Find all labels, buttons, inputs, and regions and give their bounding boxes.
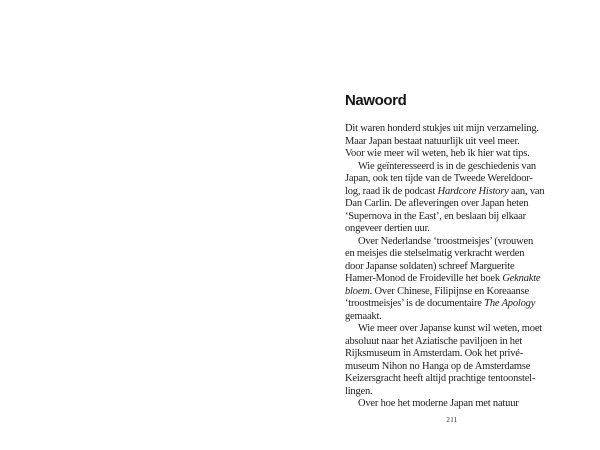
paragraph [345, 161, 559, 236]
text-line: en meisjes die stelselmatig verkracht werden [345, 248, 525, 259]
text-line: Wie meer over Japanse kunst wil weten, moet [358, 323, 542, 334]
text-line: bloem. Over Chinese, Filipijnse en Koreaanse [345, 285, 529, 297]
text-line: Dan Carlin. De afleveringen over Japan heten [345, 198, 529, 209]
chapter-heading: Nawoord [345, 92, 407, 109]
text-line: log, raad ik de podcast Hardcore History aan, van [345, 185, 545, 197]
text-line: Japan, ook ten tijde van de Tweede Wereldoor- [345, 173, 533, 184]
text-line: absoluut naar het Aziatische paviljoen in het [345, 335, 523, 347]
body-text [345, 123, 559, 411]
paragraph [345, 323, 559, 398]
text-line: Rijksmuseum in Amsterdam. Ook het privé- [345, 348, 524, 359]
text-line: museum Nihon no Hanga op de Amsterdamse [345, 360, 531, 372]
text-line: lingen. [345, 385, 373, 397]
text-line: ‘troostmeisjes’ is de documentaire The Apology [345, 298, 536, 309]
text-block [345, 93, 559, 411]
text-line: ‘Supernova in the East’, en beslaan bij elkaar [345, 210, 526, 222]
text-line: Wie geïnteresseerd is in de geschiedenis van [358, 160, 536, 172]
text-line: Hamer-Monod de Froideville het boek Geknakte [345, 273, 541, 284]
text-line: ongeveer dertien uur. [345, 223, 430, 234]
text-line: Over hoe het moderne Japan met natuur [358, 398, 519, 409]
text-line: gemaakt. [345, 310, 382, 322]
paragraph [345, 236, 559, 324]
paragraph [345, 123, 559, 161]
paragraph [345, 398, 559, 411]
text-line: Over Nederlandse ‘troostmeisjes’ (vrouwen [358, 235, 534, 247]
text-line: Maar Japan bestaat natuurlijk uit veel meer. [345, 135, 520, 147]
text-line: Keizersgracht heeft altijd prachtige tentoonstel- [345, 373, 536, 384]
text-line: door Japanse soldaten) schreef Marguerite [345, 260, 515, 272]
page-number: 211 [446, 416, 458, 424]
text-line: Voor wie meer wil weten, heb ik hier wat tips. [345, 148, 530, 159]
right-page [300, 0, 600, 450]
text-line: Dit waren honderd stukjes uit mijn verzameling. [345, 123, 539, 134]
